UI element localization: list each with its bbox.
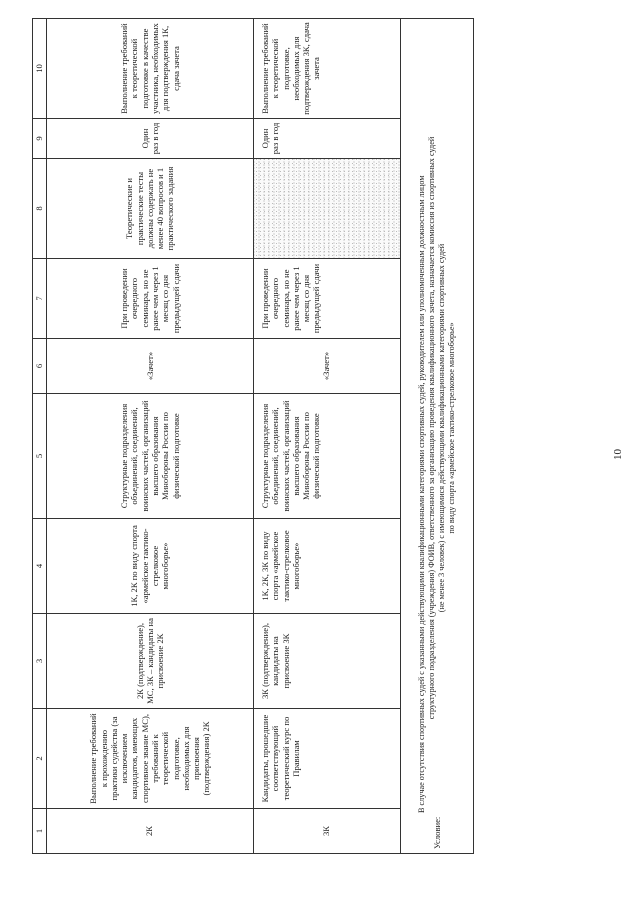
header-row (33, 19, 47, 854)
tests-cell-shaded (254, 159, 401, 259)
header-cell: 7 (33, 259, 47, 339)
header-cell: 9 (33, 119, 47, 159)
organizer-cell: Структурные подразделения объединений, соединений, воинских частей, организаций высшего образования Минобороны России по физической подготовке (254, 394, 401, 519)
frequency-cell: Один раз в год (254, 119, 401, 159)
header-cell: 2 (33, 709, 47, 809)
header-cell: 4 (33, 519, 47, 614)
retake-cell: При проведении очередного семинара, но не ранее чем через 1 месяц со дня предыдущей сдачи (47, 259, 254, 339)
header-cell: 5 (33, 394, 47, 519)
header-cell: 8 (33, 159, 47, 259)
note-line: по виду спорта «армейское тактико-стрелковое многоборье» (447, 322, 456, 534)
confirmation-cell: Выполнение требований к теоретической подготовке в качестве участника, необходимых для подтверждения 1К, сдача зачета (47, 19, 254, 119)
commission-cell: 1К, 2К по виду спорта «армейское тактико-стрелковое многоборье» (47, 519, 254, 614)
organizer-cell: Структурные подразделения объединений, соединений, воинских частей, организаций высшего образования Минобороны России по физической подготовке (47, 394, 254, 519)
table-row (254, 19, 401, 854)
note-cell (401, 19, 474, 854)
note-line: В случае отсутствия спортивных судей с указанными действующими квалификационными категориями спортивных судей, руководителем или уполномоченным должностным лицом (417, 175, 426, 813)
header-cell: 1 (33, 809, 47, 854)
commission-cell: 1К, 2К, 3К по виду спорта «армейское тактико-стрелковое многоборье» (254, 519, 401, 614)
requirements-cell: Выполнение требований к прохождению практики судейства (за исключением кандидатов, имеющих спортивное звание МС), требований к теоретической подготовке, необходимых для присвоения (подтверждения) 2К (47, 709, 254, 809)
retake-cell: При проведении очередного семинара, но не ранее чем через 1 месяц со дня предыдущей сдачи (254, 259, 401, 339)
tests-cell: Теоретические и практические тесты должны содержать не менее 40 вопросов и 1 практического задания (47, 159, 254, 259)
category-cell: 3К (254, 809, 401, 854)
result-cell: «Зачет» (47, 339, 254, 394)
note-row (401, 19, 474, 854)
note-line: структурного подразделения (учреждения) ФОИВ, ответственного за организацию проведения квалификационного зачета, назначается комиссия из спортивных судей (427, 136, 436, 720)
note-line: (не менее 3 человек) с имеющимися действующими квалификационными категориями спортивных судей (437, 243, 446, 613)
candidates-cell: 3К (подтверждение), кандидаты на присвоение 3К (254, 614, 401, 709)
qualification-table (32, 18, 474, 854)
category-cell: 2К (47, 809, 254, 854)
confirmation-cell: Выполнение требований к теоретической подготовке, необходимых для подтверждения 3К, сдача зачета (254, 19, 401, 119)
header-cell: 6 (33, 339, 47, 394)
result-cell: «Зачет» (254, 339, 401, 394)
note-text (417, 43, 457, 813)
frequency-cell: Один раз в год (47, 119, 254, 159)
table-row (47, 19, 254, 854)
requirements-cell: Кандидаты, прошедшие соответствующий теоретический курс по Правилам (254, 709, 401, 809)
header-cell: 10 (33, 19, 47, 119)
note-label: Условие: (431, 816, 442, 849)
page-number: 10 (612, 449, 624, 460)
header-cell: 3 (33, 614, 47, 709)
candidates-cell: 2К (подтверждение), МС, 3К – кандидаты на присвоение 2К (47, 614, 254, 709)
